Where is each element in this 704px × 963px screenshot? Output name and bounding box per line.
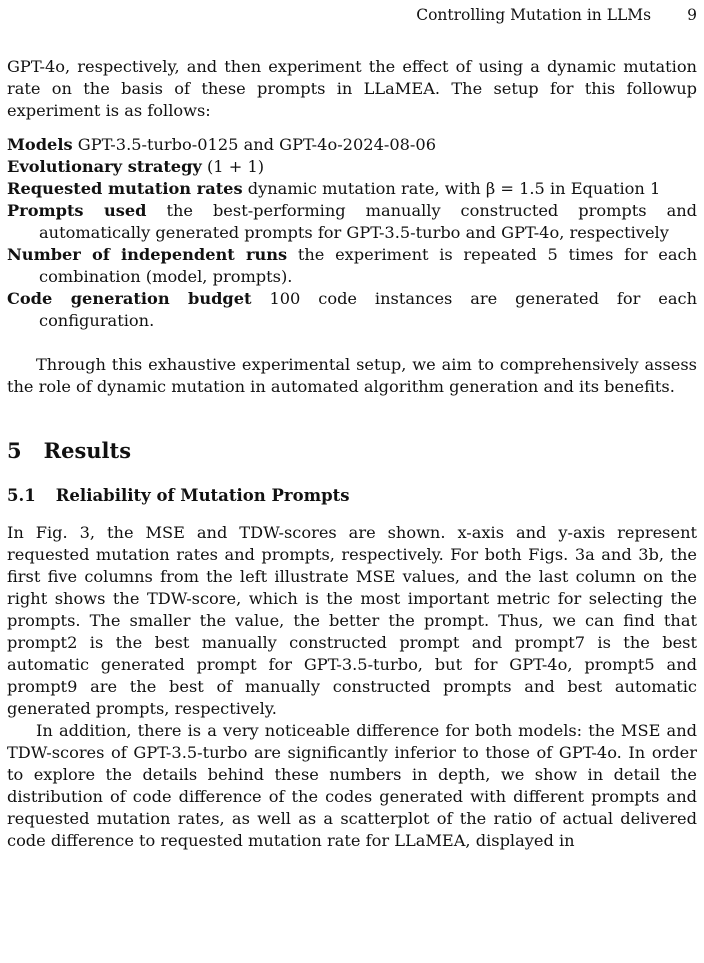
setup-term: Requested mutation rates	[7, 179, 243, 198]
setup-term: Code generation budget	[7, 289, 252, 308]
setup-desc: the experiment is repeated 5 times for each combination (model, prompts).	[39, 245, 697, 286]
setup-item-strategy	[7, 156, 697, 178]
intro-paragraph: GPT-4o, respectively, and then experiment the effect of using a dynamic mutation rate on the basis of these prompts in LLaMEA. The setup for this followup experiment is as follows:	[7, 57, 697, 120]
setup-desc: dynamic mutation rate, with β = 1.5 in Equation 1	[247, 179, 661, 198]
setup-desc: the best-performing manually constructed prompts and automatically generated prompts for GPT-3.5-turbo and GPT-4o, respectively	[39, 201, 698, 242]
subsection-number: 5.1	[7, 486, 36, 505]
setup-desc: (1 + 1)	[206, 157, 265, 176]
setup-term: Evolutionary strategy	[7, 157, 202, 176]
setup-item-mutation-rates	[7, 178, 697, 200]
body-paragraph-1: In Fig. 3, the MSE and TDW-scores are shown. x-axis and y-axis represent requested mutation rates and prompts, respectively. For both Figs. 3a and 3b, the first five columns from the left illustrate MSE values, and the last column on the right shows the TDW-score, which is the most important metric for selecting the prompts. The smaller the value, the better the prompt. Thus, we can find that prompt2 is the best manually constructed prompt and prompt7 is the best automatic generated prompt for GPT-3.5-turbo, but for GPT-4o, prompt5 and prompt9 are the best of manually constructed prompts and best automatic generated prompts, respectively.	[7, 523, 697, 718]
setup-item-models	[7, 134, 697, 156]
setup-term: Number of independent runs	[7, 245, 288, 264]
setup-item-budget	[7, 288, 697, 332]
body-paragraph-2: In addition, there is a very noticeable difference for both models: the MSE and TDW-scores of GPT-3.5-turbo are significantly inferior to those of GPT-4o. In order to explore the details behind these numbers in depth, we show in detail the distribution of code difference of the codes generated with different prompts and requested mutation rates, as well as a scatterplot of the ratio of actual delivered code difference to requested mutation rate for LLaMEA, displayed in	[7, 721, 697, 850]
setup-desc: 100 code instances are generated for each configuration.	[39, 289, 697, 330]
setup-term: Models	[7, 135, 73, 154]
subsection-title: Reliability of Mutation Prompts	[55, 486, 350, 505]
page-number: 9	[687, 6, 697, 24]
page-body	[7, 0, 697, 852]
section-title: Results	[43, 438, 132, 463]
subsection-heading	[7, 486, 697, 505]
running-head-title: Controlling Mutation in LLMs	[416, 6, 652, 24]
section-number: 5	[7, 438, 22, 463]
summary-paragraph: Through this exhaustive experimental setup, we aim to comprehensively assess the role of dynamic mutation in automated algorithm generation and its benefits.	[7, 355, 697, 396]
setup-item-runs	[7, 244, 697, 288]
setup-desc: GPT-3.5-turbo-0125 and GPT-4o-2024-08-06	[77, 135, 436, 154]
setup-list	[7, 134, 697, 332]
section-heading	[7, 438, 697, 463]
setup-item-prompts	[7, 200, 697, 244]
setup-term: Prompts used	[7, 201, 147, 220]
